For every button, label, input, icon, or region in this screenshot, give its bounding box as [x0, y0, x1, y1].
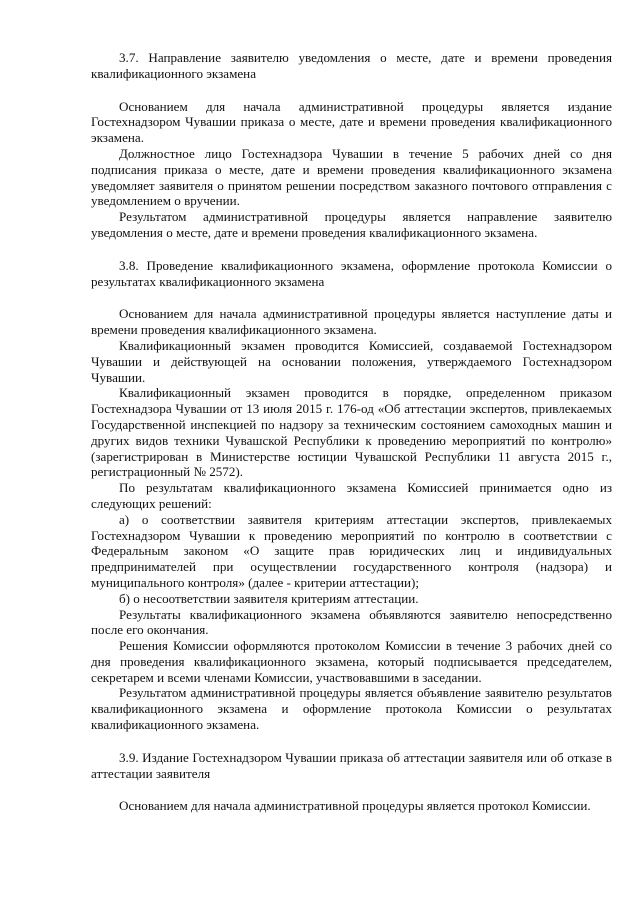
spacer [91, 733, 612, 750]
paragraph: Основанием для начала административной процедуры является наступление даты и времени проведения квалификационного экзамена. [91, 306, 612, 338]
paragraph: Квалификационный экзамен проводится в порядке, определенном приказом Гостехнадзора Чувашии от 13 июля 2015 г. 176-од «Об аттестации экспертов, привлекаемых Государственной инспекцией по надзору за техническим состоянием самоходных машин и других видов техники Чувашской Республики к проведению мероприятий по контролю» (зарегистрирован в Министерстве юстиции Чувашской Республики 11 августа 2015 г., регистрационный № 2572). [91, 385, 612, 480]
section-heading-3-7: 3.7. Направление заявителю уведомления о месте, дате и времени проведения квалификационного экзамена [91, 50, 612, 81]
paragraph: Должностное лицо Гостехнадзора Чувашии в течение 5 рабочих дней со дня подписания приказа о месте, дате и времени проведения квалификационного экзамена уведомляет заявителя о принятом решении посредством заказного почтового отправления с уведомлением о вручении. [91, 145, 612, 209]
spacer [91, 781, 612, 798]
section-heading-3-9: 3.9. Издание Гостехнадзором Чувашии приказа об аттестации заявителя или об отказе в аттестации заявителя [91, 749, 612, 781]
spacer [91, 241, 612, 258]
paragraph: Результатом административной процедуры является направление заявителю уведомления о месте, дате и времени проведения квалификационного экзамена. [91, 209, 612, 240]
list-item-b: б) о несоответствии заявителя критериям аттестации. [119, 590, 419, 606]
document-page [91, 50, 612, 814]
paragraph: Решения Комиссии оформляются протоколом Комиссии в течение 3 рабочих дней со дня проведения квалификационного экзамена, который подписывается председателем, секретарем и всеми членами Комиссии, участвовавшими в заседании. [91, 638, 612, 685]
spacer [91, 289, 612, 306]
paragraph: Основанием для начала административной процедуры является протокол Комиссии. [119, 798, 591, 814]
paragraph: Результаты квалификационного экзамена объявляются заявителю непосредственно после его окончания. [91, 606, 612, 638]
paragraph: Результатом административной процедуры является объявление заявителю результатов квалификационного экзамена и оформление протокола Комиссии о результатах квалификационного экзамена. [91, 685, 612, 733]
paragraph: По результатам квалификационного экзамена Комиссией принимается одно из следующих решений: [91, 480, 612, 511]
section-heading-3-8: 3.8. Проведение квалификационного экзамена, оформление протокола Комиссии о результатах квалификационного экзамена [91, 257, 612, 289]
list-item-a: а) о соответствии заявителя критериям аттестации экспертов, привлекаемых Гостехнадзором Чувашии к проведению мероприятий по контролю в соответствии с Федеральным законом «О защите прав юридических лиц и индивидуальных предпринимателей при осуществлении государственного контроля (надзора) и муниципального контроля» (далее - критерии аттестации); [91, 511, 612, 590]
paragraph: Квалификационный экзамен проводится Комиссией, создаваемой Гостехнадзором Чувашии и действующей на основании положения, утверждаемого Гостехнадзором Чувашии. [91, 337, 612, 385]
paragraph: Основанием для начала административной процедуры является издание Гостехнадзором Чувашии приказа о месте, дате и времени проведения квалификационного экзамена. [91, 98, 612, 146]
spacer [91, 82, 612, 99]
